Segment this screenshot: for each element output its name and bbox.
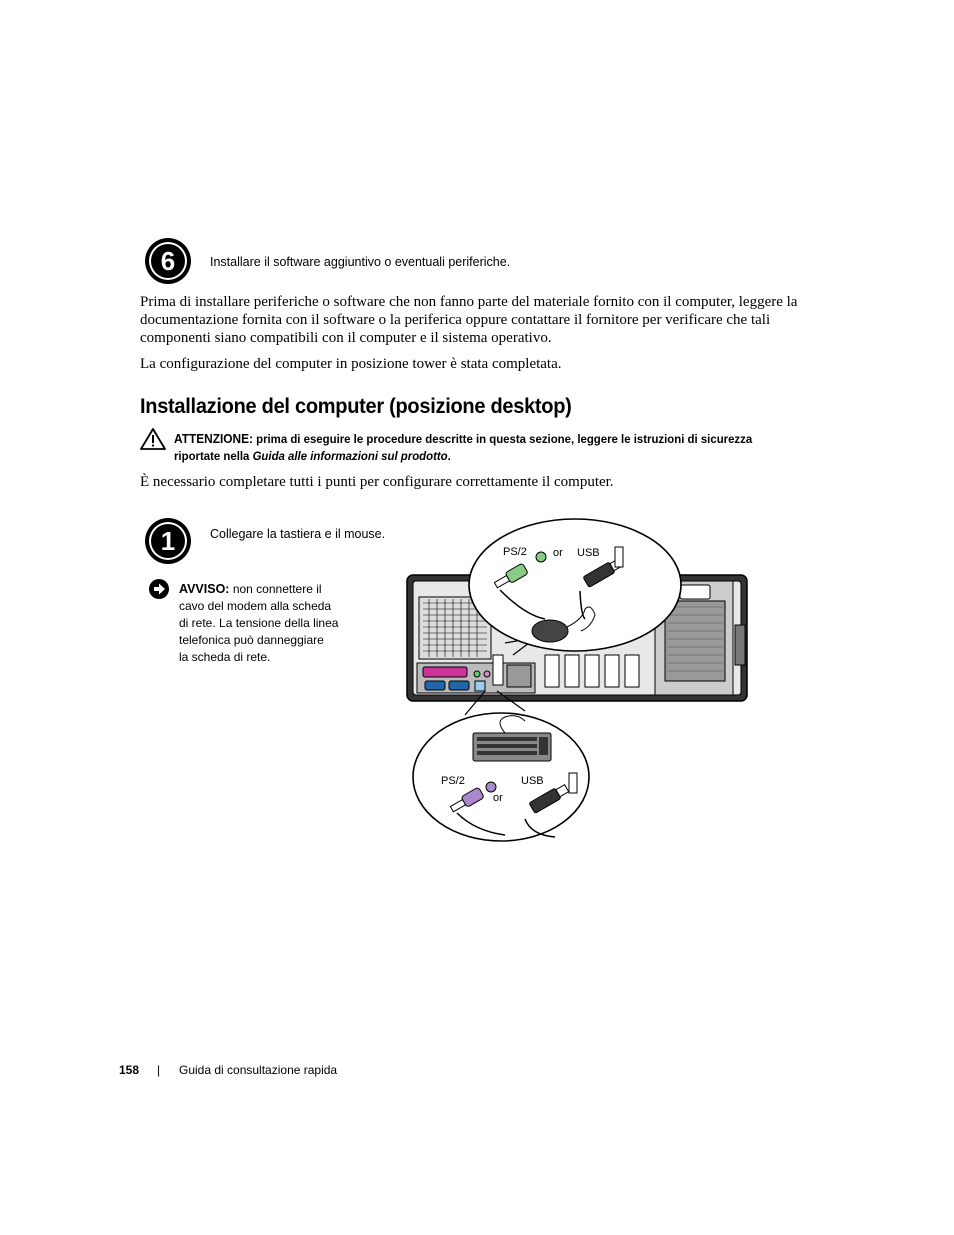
keyboard-inset bbox=[413, 691, 589, 841]
section-title: Installazione del computer (posizione desktop) bbox=[140, 394, 572, 418]
notice-label: AVVISO: bbox=[179, 582, 230, 596]
complete-steps-paragraph: È necessario completare tutti i punti per configurare correttamente il computer. bbox=[140, 474, 614, 490]
page-number: 158 bbox=[119, 1063, 140, 1077]
step-1-text: Collegare la tastiera e il mouse. bbox=[210, 527, 386, 541]
warning-triangle-icon bbox=[140, 428, 166, 450]
step-1-badge bbox=[144, 517, 192, 565]
intro-paragraph: Prima di installare periferiche o software che non fanno parte del materiale fornito con il computer, leggere la documentazione fornita con il software o la periferica oppure contattare il fornitore per verificare che tali componenti siano compatibili con il computer e il sistema operativo. bbox=[140, 294, 798, 346]
keyboard-usb-label: USB bbox=[521, 775, 544, 787]
mouse-usb-label: USB bbox=[577, 547, 600, 559]
step-1-number: 1 bbox=[160, 526, 176, 556]
caution-label: ATTENZIONE: bbox=[174, 432, 253, 446]
footer-separator: | bbox=[157, 1063, 161, 1077]
notice-line: cavo del modem alla scheda bbox=[179, 599, 332, 613]
caution-text-line2-prefix: riportate nella bbox=[174, 449, 250, 463]
keyboard-ps2-label: PS/2 bbox=[441, 775, 465, 787]
caution-guide-title: Guida alle informazioni sul prodotto bbox=[252, 449, 448, 463]
caution-text-line2-suffix: . bbox=[447, 449, 451, 463]
step-6-text: Installare il software aggiuntivo o eventuali periferiche. bbox=[210, 255, 511, 269]
completion-paragraph: La configurazione del computer in posizione tower è stata completata. bbox=[140, 356, 562, 372]
notice-line: non connettere il bbox=[232, 582, 322, 596]
notice-line: telefonica può danneggiare bbox=[179, 633, 324, 647]
notice-line: la scheda di rete. bbox=[179, 650, 271, 664]
step-6-badge bbox=[144, 237, 192, 285]
notice-line: di rete. La tensione della linea bbox=[179, 616, 339, 630]
mouse-or-label: or bbox=[553, 547, 563, 559]
computer-connection-illustration bbox=[405, 515, 755, 845]
mouse-ps2-label: PS/2 bbox=[503, 546, 527, 558]
footer-guide-name: Guida di consultazione rapida bbox=[179, 1063, 338, 1077]
keyboard-or-label: or bbox=[493, 792, 503, 804]
caution-block bbox=[174, 431, 814, 465]
step-6-number: 6 bbox=[160, 246, 176, 276]
notice-block bbox=[179, 581, 369, 666]
caution-text-line1: prima di eseguire le procedure descritte in questa sezione, leggere le istruzioni di sicurezza bbox=[256, 432, 753, 446]
notice-arrow-icon bbox=[148, 578, 170, 600]
